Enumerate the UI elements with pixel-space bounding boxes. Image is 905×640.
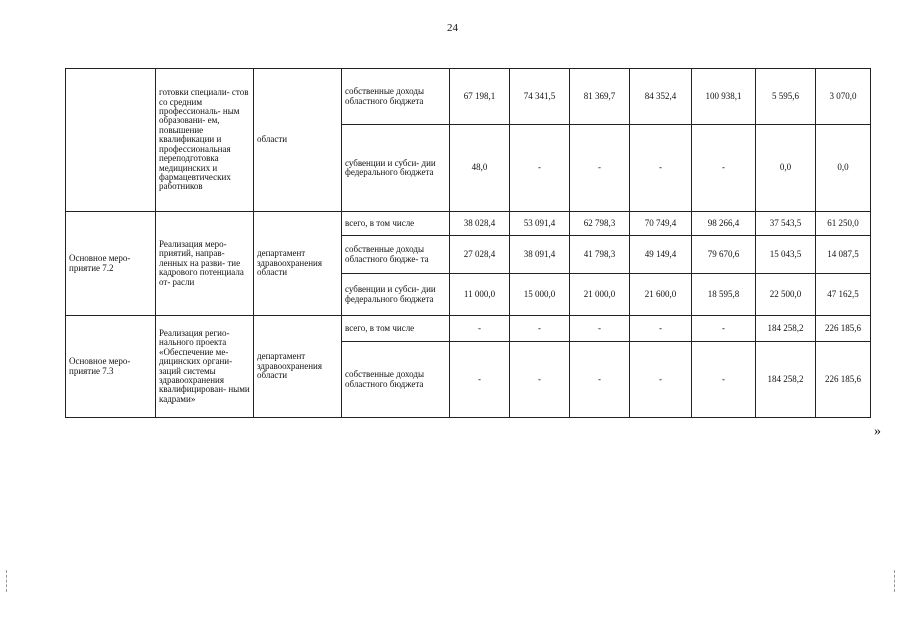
executor-cell: департамент здравоохранения области [254,316,342,418]
value-cell: - [692,316,756,342]
value-cell: 61 250,0 [816,212,871,236]
value-cell: 21 000,0 [570,274,630,316]
value-cell: 79 670,6 [692,236,756,274]
value-cell: 67 198,1 [450,69,510,125]
value-cell: 11 000,0 [450,274,510,316]
value-cell: 53 091,4 [510,212,570,236]
main-event-cell [66,69,156,212]
value-cell: 3 070,0 [816,69,871,125]
value-cell: 18 595,8 [692,274,756,316]
executor-cell: области [254,69,342,212]
main-event-cell: Основное меро- приятие 7.2 [66,212,156,316]
value-cell: 37 543,5 [756,212,816,236]
value-cell: - [450,316,510,342]
value-cell: 184 258,2 [756,316,816,342]
value-cell: 0,0 [756,125,816,212]
value-cell: - [570,342,630,418]
scan-edge-mark [894,570,899,592]
value-cell: - [450,342,510,418]
value-cell: 15 043,5 [756,236,816,274]
funding-source-cell: субвенции и субси- дии федерального бюджета [342,274,450,316]
value-cell: - [510,316,570,342]
value-cell: 100 938,1 [692,69,756,125]
event-name-cell: готовки специали- стов со средним профессиональ- ным образовани- ем, повышение квалификации и профессиональная переподготовка медицинских и фармацевтических работников [156,69,254,212]
funding-source-cell: субвенции и субси- дии федерального бюджета [342,125,450,212]
value-cell: 226 185,6 [816,316,871,342]
value-cell: 5 595,6 [756,69,816,125]
main-event-cell: Основное меро- приятие 7.3 [66,316,156,418]
funding-source-cell: всего, в том числе [342,212,450,236]
page-number: 24 [447,22,458,34]
value-cell: - [692,125,756,212]
value-cell: - [630,125,692,212]
value-cell: - [570,316,630,342]
table-row [66,69,871,125]
value-cell: - [510,125,570,212]
value-cell: 184 258,2 [756,342,816,418]
funding-source-cell: всего, в том числе [342,316,450,342]
event-name-cell: Реализация регио- нального проекта «Обеспечение ме- дицинских органи- заций системы здравоохранения квалифицирован- ными кадрами» [156,316,254,418]
value-cell: 48,0 [450,125,510,212]
value-cell: 226 185,6 [816,342,871,418]
value-cell: 49 149,4 [630,236,692,274]
value-cell: 98 266,4 [692,212,756,236]
value-cell: - [630,342,692,418]
value-cell: 0,0 [816,125,871,212]
table-row [66,316,871,342]
funding-source-cell: собственные доходы областного бюджета [342,69,450,125]
funding-source-cell: собственные доходы областного бюджета [342,342,450,418]
value-cell: - [692,342,756,418]
value-cell: - [510,342,570,418]
closing-quote-mark: » [874,424,881,439]
value-cell: 62 798,3 [570,212,630,236]
value-cell: - [630,316,692,342]
table-row [66,212,871,236]
executor-cell: департамент здравоохранения области [254,212,342,316]
value-cell: 38 028,4 [450,212,510,236]
value-cell: 84 352,4 [630,69,692,125]
budget-table [65,68,871,418]
value-cell: 70 749,4 [630,212,692,236]
value-cell: 41 798,3 [570,236,630,274]
funding-source-cell: собственные доходы областного бюдже- та [342,236,450,274]
value-cell: 21 600,0 [630,274,692,316]
value-cell: 27 028,4 [450,236,510,274]
value-cell: 14 087,5 [816,236,871,274]
value-cell: - [570,125,630,212]
value-cell: 38 091,4 [510,236,570,274]
scan-edge-mark [6,570,11,592]
event-name-cell: Реализация меро- приятий, направ- ленных на разви- тие кадрового потенциала от- расли [156,212,254,316]
value-cell: 47 162,5 [816,274,871,316]
value-cell: 74 341,5 [510,69,570,125]
value-cell: 15 000,0 [510,274,570,316]
value-cell: 81 369,7 [570,69,630,125]
value-cell: 22 500,0 [756,274,816,316]
